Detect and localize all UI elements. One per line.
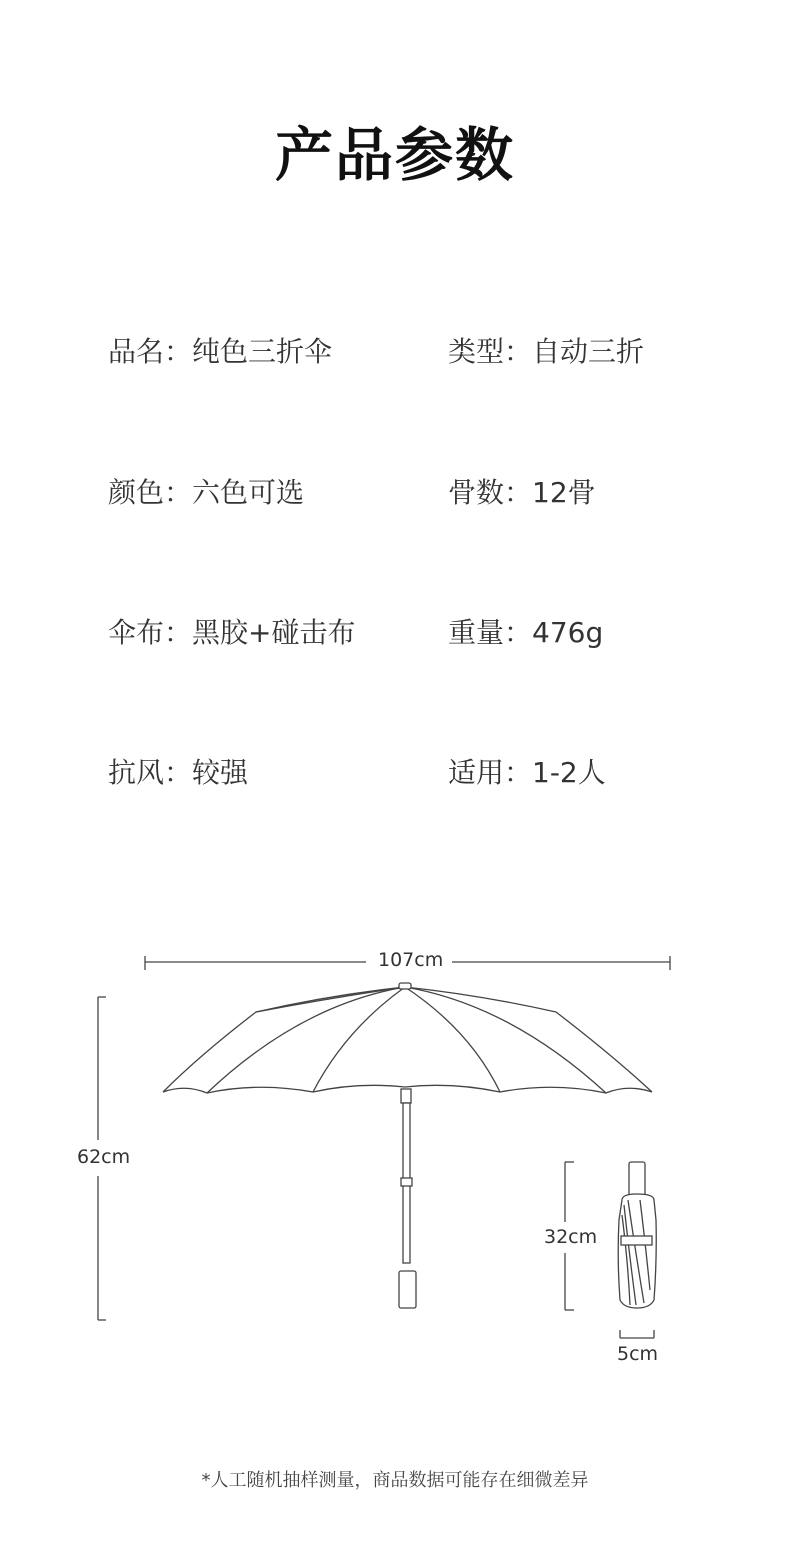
spec-value: 自动三折: [532, 335, 645, 368]
open-umbrella-icon: [163, 983, 652, 1308]
spec-value: 六色可选: [192, 476, 305, 509]
spec-label: 颜色：: [108, 476, 193, 509]
spec-label: 适用：: [448, 756, 533, 789]
spec-label: 重量：: [448, 616, 533, 649]
spec-value: 12骨: [532, 476, 596, 509]
folded-diameter-dimension-line: [620, 1330, 654, 1338]
spec-label: 伞布：: [108, 616, 193, 649]
spec-label: 抗风：: [108, 756, 193, 789]
spec-value: 较强: [192, 756, 249, 789]
spec-label: 骨数：: [448, 476, 533, 509]
folded-length-label: 32cm: [544, 1226, 598, 1248]
width-label: 107cm: [378, 949, 444, 971]
open-height-label: 62cm: [77, 1146, 131, 1168]
page-title: 产品参数: [274, 121, 515, 189]
folded-diameter-label: 5cm: [617, 1343, 659, 1365]
spec-label: 类型：: [448, 335, 533, 368]
folded-umbrella-icon: [618, 1162, 656, 1308]
spec-value: 476g: [532, 616, 604, 649]
spec-value: 1-2人: [532, 756, 606, 789]
disclaimer-note: *人工随机抽样测量，商品数据可能存在细微差异: [201, 1470, 589, 1491]
spec-value: 黑胶+碰击布: [192, 616, 356, 649]
spec-label: 品名：: [108, 335, 193, 368]
spec-value: 纯色三折伞: [192, 335, 333, 368]
